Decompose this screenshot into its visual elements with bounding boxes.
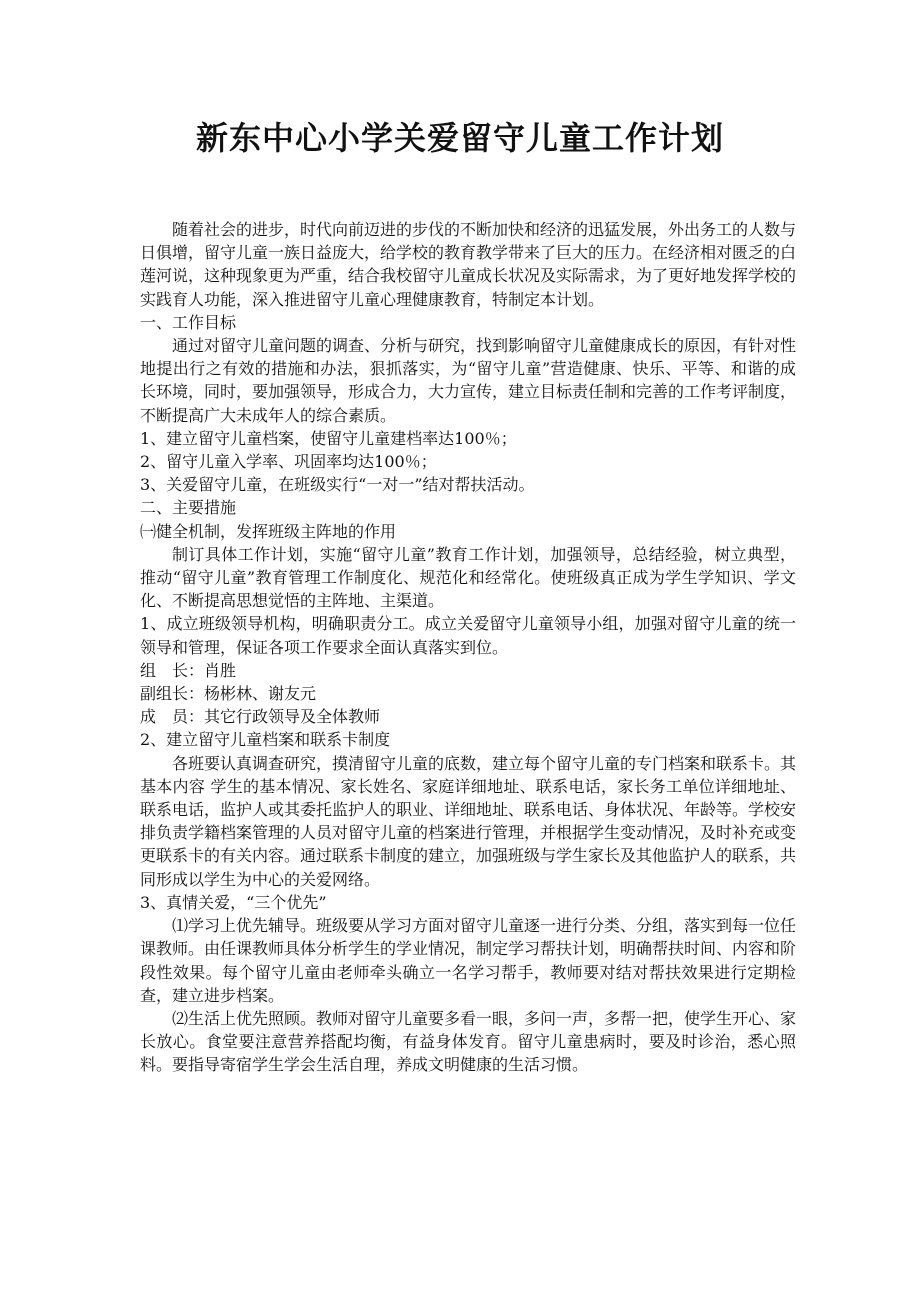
subsection-heading: ㈠健全机制，发挥班级主阵地的作用 bbox=[140, 521, 397, 541]
document-body bbox=[140, 218, 796, 1077]
goal-item: 3、关爱留守儿童，在班级实行“一对一”结对帮扶活动。 bbox=[140, 475, 535, 495]
archive-paragraph: 各班要认真调查研究，摸清留守儿童的底数，建立每个留守儿童的专门档案和联系卡。其基本内容 学生的基本情况、家长姓名、家庭详细地址、联系电话，家长务工单位详细地址、联系电话，监护人或其委托监护人的职业、详细地址、联系电话、身体状况、年龄等。学校安排负责学籍档案管理的人员对留守儿童的档案进行管理，并根据学生变动情况，及时补充或变更联系卡的有关内容。通过联系卡制度的建立，加强班级与学生家长及其他监护人的联系，共同形成以学生为中心的关爱网络。 bbox=[140, 753, 797, 889]
goal-item: 1、建立留守儿童档案，使留守儿童建档率达100％； bbox=[140, 428, 517, 448]
measure-item: 2、建立留守儿童档案和联系卡制度 bbox=[140, 730, 391, 750]
members-line: 成 员：其它行政领导及全体教师 bbox=[140, 707, 381, 727]
section-heading-measures: 二、主要措施 bbox=[140, 498, 237, 518]
measures-paragraph: 制订具体工作计划，实施“留守儿童”教育工作计划，加强领导，总结经验，树立典型，推动“留守儿童”教育管理工作制度化、规范化和经常化。使班级真正成为学生学知识、学文化、不断提高思想觉悟的主阵地、主渠道。 bbox=[140, 544, 796, 611]
leader-line: 组 长：肖胜 bbox=[140, 660, 237, 680]
goals-paragraph: 通过对留守儿童问题的调查、分析与研究，找到影响留守儿童健康成长的原因，有针对性地提出行之有效的措施和办法，狠抓落实，为“留守儿童”营造健康、快乐、平等、和谐的成长环境，同时，要加强领导，形成合力，大力宣传，建立目标责任制和完善的工作考评制度，不断提高广大未成年人的综合素质。 bbox=[140, 336, 797, 425]
life-priority-paragraph: ⑵生活上优先照顾。教师对留守儿童要多看一眼，多问一声，多帮一把，使学生开心、家长放心。食堂要注意营养搭配均衡，有益身体发育。留守儿童患病时，要及时诊治，悉心照料。要指导寄宿学生学会生活自理，养成文明健康的生活习惯。 bbox=[140, 1008, 797, 1075]
goal-item: 2、留守儿童入学率、巩固率均达100％； bbox=[140, 452, 437, 472]
document-title: 新东中心小学关爱留守儿童工作计划 bbox=[195, 119, 724, 157]
measure-item: 3、真情关爱，“三个优先” bbox=[140, 892, 327, 912]
section-heading-goals: 一、工作目标 bbox=[140, 312, 237, 332]
deputy-leader-line: 副组长：杨彬林、谢友元 bbox=[140, 684, 317, 704]
measure-item: 1、成立班级领导机构，明确职责分工。成立关爱留守儿童领导小组，加强对留守儿童的统一领导和管理，保证各项工作要求全面认真落实到位。 bbox=[140, 614, 796, 657]
intro-paragraph: 随着社会的进步，时代向前迈进的步伐的不断加快和经济的迅猛发展，外出务工的人数与日俱增，留守儿童一族日益庞大，给学校的教育教学带来了巨大的压力。在经济相对匮乏的白莲河说，这种现象更为严重，结合我校留守儿童成长状况及实际需求，为了更好地发挥学校的实践育人功能，深入推进留守儿童心理健康教育，特制定本计划。 bbox=[140, 220, 797, 309]
study-priority-paragraph: ⑴学习上优先辅导。班级要从学习方面对留守儿童逐一进行分类、分组，落实到每一位任课教师。由任课教师具体分析学生的学业情况，制定学习帮扶计划，明确帮扶时间、内容和阶段性效果。每个留守儿童由老师牵头确立一名学习帮手，教师要对结对帮扶效果进行定期检查，建立进步档案。 bbox=[140, 916, 797, 1005]
